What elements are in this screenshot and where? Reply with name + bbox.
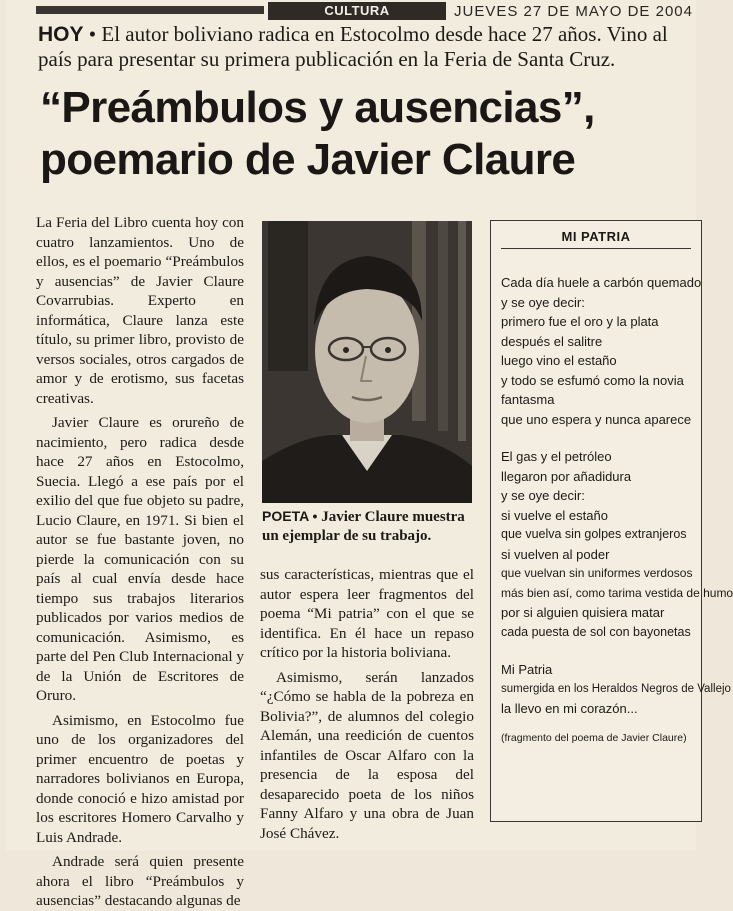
poem-line: si vuelven al poder <box>501 546 610 562</box>
page-header <box>6 0 696 24</box>
kicker-lead: HOY <box>38 23 84 46</box>
paragraph: Asimismo, en Estocolmo fue uno de los organizadores del primer encuentro de poetas y narradores bolivianos en Europa, donde conoció e hizo amistad por los escritores Homero Carvalho y Luis Andrade. <box>36 711 244 846</box>
paragraph: Andrade será quien presente ahora el libro “Preámbulos y ausencias” destacando algunas de <box>36 853 244 909</box>
poem-line: Mi Patria <box>501 662 553 677</box>
caption-text: Javier Claure muestra un ejemplar de su trabajo. <box>262 509 465 544</box>
poem-stanza-1 <box>501 273 701 429</box>
kicker-text: El autor boliviano radica en Estocolmo desde hace 27 años. Vino al país para presentar su primera publicación en la Feria de Santa Cruz. <box>38 22 668 71</box>
paragraph: Asimismo, serán lanzados “¿Cómo se habla de la pobreza en Bolivia?”, de alumnos del colegio Alemán, una reedición de cuentos infantiles de Oscar Alfaro con la presencia de la esposa del desaparecido poeta de los niños Fanny Alfaro y una obra de Juan José Chávez. <box>260 668 474 842</box>
poem-line: más bien así, como tarima vestida de humo <box>501 585 733 600</box>
poem-line: y todo se esfumó como la novia <box>501 372 684 388</box>
kicker-bullet: • <box>88 22 97 46</box>
poem-line: que vuelvan sin uniformes verdosos <box>501 566 693 580</box>
poem-stanza-3 <box>501 660 731 719</box>
article-column-2 <box>260 565 474 842</box>
poem-line: cada puesta de sol con bayonetas <box>501 624 691 639</box>
caption-tag: POETA • <box>262 508 318 524</box>
poem-line: y se oye decir: <box>501 488 585 503</box>
article-column-1 <box>36 213 244 909</box>
poem-line: y se oye decir: <box>501 294 585 310</box>
paragraph: Javier Claure es orureño de nacimiento, pero radica desde hace 27 años en Estocolmo, Suecia. Llegó a ese país por el exilio del que fue objeto su padre, Lucio Claure, en 1971. Si bien el autor se fue bastante joven, no pierde la comunicación con su país al cual envía desde hace tiempo sus trabajos literarios publicados por varios medios de comunicación. Asimismo, es parte del Pen Club Internacional y de la Unión de Escritores de Oruro. <box>36 414 244 704</box>
issue-date: JUEVES 27 DE MAYO DE 2004 <box>454 3 693 20</box>
poem-line: Cada día huele a carbón quemado <box>501 275 702 290</box>
headline-line-2: poemario de Javier Claure <box>40 135 576 184</box>
kicker <box>38 22 698 72</box>
poem-sidebar <box>490 220 733 822</box>
poem-line: que uno espera y nunca aparece <box>501 411 692 427</box>
poem-line: llegaron por añadidura <box>501 468 632 484</box>
author-photo <box>262 221 472 503</box>
sidebar-title: MI PATRIA <box>501 229 691 249</box>
poem-line: fantasma <box>501 392 555 407</box>
poem-line: si vuelve el estaño <box>501 507 608 523</box>
author-portrait-image <box>262 221 472 503</box>
poem-stanza-2 <box>501 447 733 642</box>
poem-line: por si alguien quisiera matar <box>501 605 665 620</box>
section-label: CULTURA <box>268 2 446 20</box>
newspaper-clipping <box>6 0 733 909</box>
headline-line-1: “Preámbulos y ausencias”, <box>40 83 595 132</box>
poem-credit: (fragmento del poema de Javier Claure) <box>501 731 687 744</box>
poem-line: que vuelva sin golpes extranjeros <box>501 527 687 541</box>
poem <box>501 273 733 748</box>
poem-line: El gas y el petróleo <box>501 449 612 464</box>
header-rule <box>36 6 264 14</box>
paragraph: sus características, mientras que el autor espera leer fragmentos del poema “Mi patria” con el que se identifica. En él hace un repaso crítico por la historia boliviana. <box>260 566 474 661</box>
paragraph: La Feria del Libro cuenta hoy con cuatro lanzamientos. Uno de ellos, es el poemario “Preámbulos y ausencias” de Javier Claure Covarrubias. Experto en informática, Claure lanza este título, su primer libro, provisto de versos sociales, otros cargados de amor y de erotismo, sus facetas creativas. <box>36 214 244 407</box>
photo-caption <box>262 507 474 546</box>
poem-line: después el salitre <box>501 333 603 349</box>
poem-line: primero fue el oro y la plata <box>501 314 659 329</box>
poem-line: la llevo en mi corazón... <box>501 701 638 716</box>
poem-line: luego vino el estaño <box>501 353 617 368</box>
headline <box>40 82 704 186</box>
poem-line: sumergida en los Heraldos Negros de Vallejo <box>501 682 731 695</box>
